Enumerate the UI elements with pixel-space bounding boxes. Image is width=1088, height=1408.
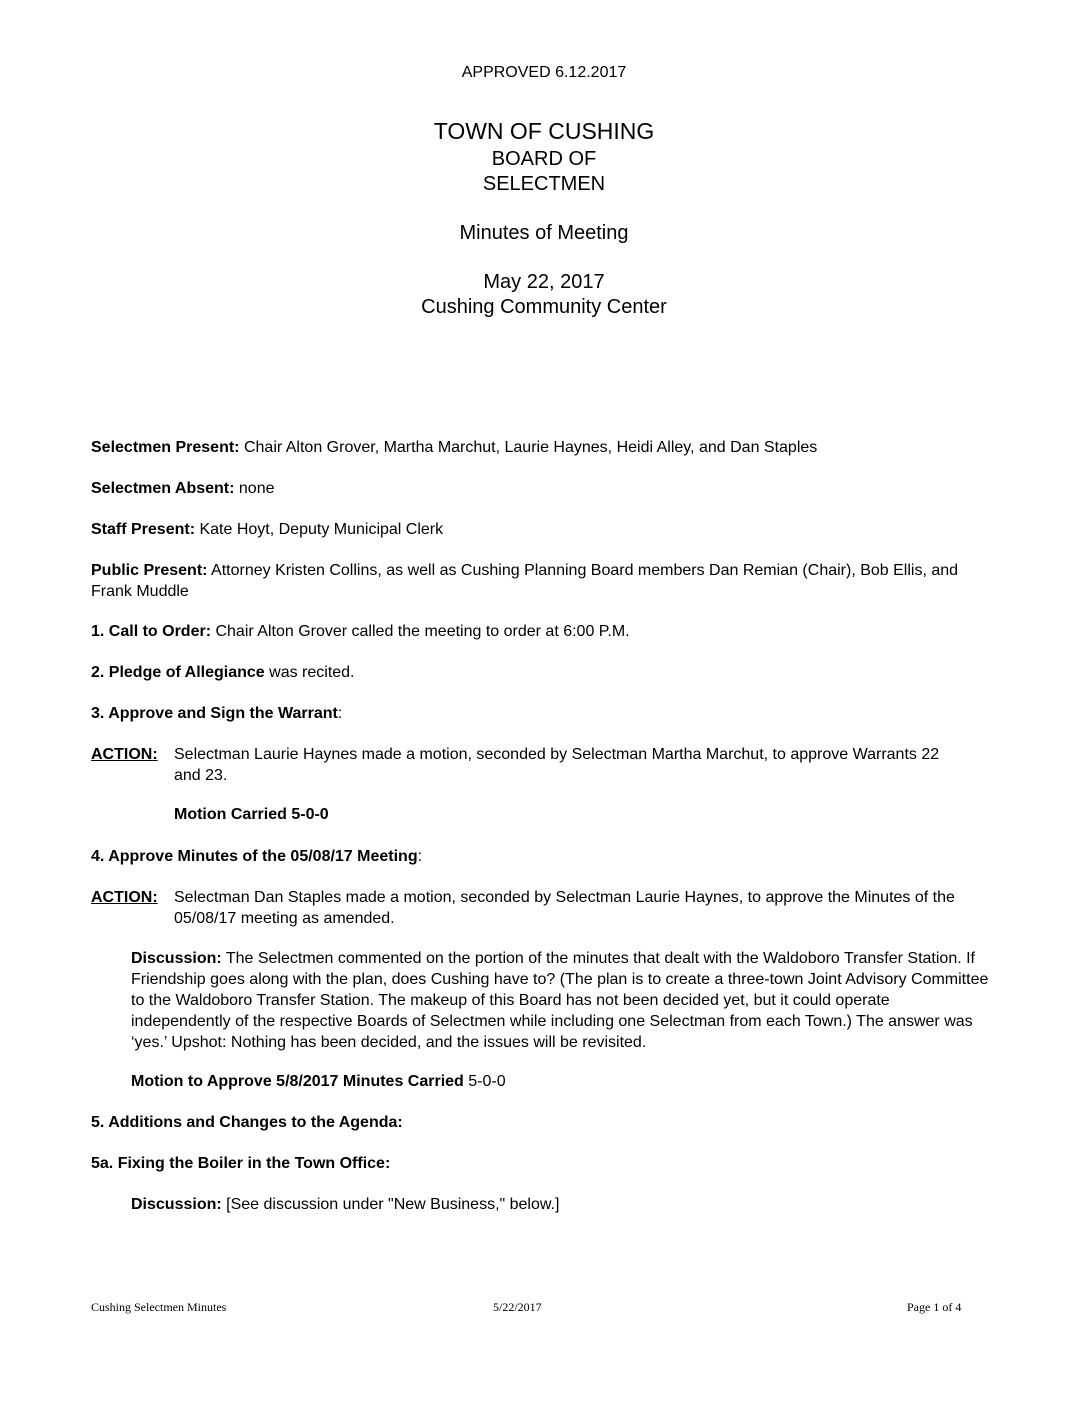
public-present-label: Public Present: bbox=[91, 562, 208, 579]
discussion-3 bbox=[131, 1194, 993, 1215]
call-to-order-label: 1. Call to Order: bbox=[91, 623, 212, 640]
discussion-1-text: The Selectmen commented on the portion of the minutes that dealt with the Waldoboro Transfer Station. If Friendship goes along with the plan, does Cushing have to? (The plan is to create a three-town Joint Advisory Committee to the Waldoboro Transfer Station. The makeup of this Board has not been decided yet, but it could operate independently of the respective Boards of Selectmen while including one Selectman from each Town.) The answer was ‘yes.’ Upshot: Nothing has been decided, and the issues will be revisited. bbox=[131, 950, 989, 1051]
meeting-location: Cushing Community Center bbox=[421, 296, 667, 318]
approval-stamp-text: APPROVED 6.12.2017 bbox=[461, 64, 627, 81]
discussion-1-label: Discussion: bbox=[131, 950, 222, 967]
warrant-colon: : bbox=[337, 705, 343, 722]
action-2-text: Selectman Dan Staples made a motion, seconded by Selectman Laurie Haynes, to approve the Minutes of the 05/08/17 meeting as amended. bbox=[174, 889, 955, 927]
additions-item: 5. Additions and Changes to the Agenda: bbox=[91, 1114, 403, 1131]
motion-2-label: Motion to Approve 5/8/2017 Minutes Carried bbox=[131, 1073, 464, 1090]
selectmen-absent bbox=[91, 478, 991, 499]
pledge-label: 2. Pledge of Allegiance bbox=[91, 664, 265, 681]
staff-present-label: Staff Present: bbox=[91, 521, 196, 538]
approve-minutes-item bbox=[91, 846, 991, 867]
meeting-date: May 22, 2017 bbox=[483, 271, 605, 293]
selectmen-present bbox=[91, 437, 991, 458]
action-1-text: Selectman Laurie Haynes made a motion, seconded by Selectman Martha Marchut, to approve Warrants 22 and 23. bbox=[174, 746, 940, 784]
call-to-order-text: Chair Alton Grover called the meeting to order at 6:00 P.M. bbox=[211, 623, 630, 640]
staff-present-text: Kate Hoyt, Deputy Municipal Clerk bbox=[195, 521, 444, 538]
discussion-3-label: Discussion: bbox=[131, 1196, 222, 1213]
footer-title: Cushing Selectmen Minutes bbox=[91, 1300, 227, 1314]
selectmen-present-text: Chair Alton Grover, Martha Marchut, Laurie Haynes, Heidi Alley, and Dan Staples bbox=[239, 439, 818, 456]
action-label-1: ACTION: bbox=[91, 746, 158, 763]
action-label-2: ACTION: bbox=[91, 889, 158, 906]
selectmen-absent-text: none bbox=[234, 480, 275, 497]
motion-2-text: 5-0-0 bbox=[463, 1073, 506, 1090]
motion-carried-2 bbox=[131, 1071, 993, 1092]
warrant-label: 3. Approve and Sign the Warrant bbox=[91, 705, 338, 722]
staff-present bbox=[91, 519, 991, 540]
motion-carried-1: Motion Carried 5-0-0 bbox=[174, 806, 329, 823]
pledge-item bbox=[91, 662, 991, 683]
document-title: TOWN OF CUSHING bbox=[433, 118, 655, 144]
footer-date: 5/22/2017 bbox=[493, 1300, 542, 1314]
minutes-heading: Minutes of Meeting bbox=[459, 222, 629, 244]
approve-minutes-label: 4. Approve Minutes of the 05/08/17 Meeting bbox=[91, 848, 418, 865]
call-to-order bbox=[91, 621, 991, 642]
boiler-item: 5a. Fixing the Boiler in the Town Office: bbox=[91, 1155, 391, 1172]
approve-minutes-colon: : bbox=[417, 848, 423, 865]
selectmen-absent-label: Selectmen Absent: bbox=[91, 480, 235, 497]
public-present-text: Attorney Kristen Collins, as well as Cushing Planning Board members Dan Remian (Chair), Bob Ellis, and Frank Muddle bbox=[91, 562, 959, 600]
selectmen-present-label: Selectmen Present: bbox=[91, 439, 240, 456]
footer-page-number: Page 1 of 4 bbox=[907, 1300, 962, 1314]
board-line: BOARD OF bbox=[491, 148, 597, 170]
public-present bbox=[91, 560, 991, 602]
discussion-3-text: [See discussion under "New Business," below.] bbox=[221, 1196, 560, 1213]
warrant-item bbox=[91, 703, 991, 724]
discussion-1 bbox=[131, 948, 993, 1053]
selectmen-line: SELECTMEN bbox=[482, 173, 606, 195]
pledge-text: was recited. bbox=[264, 664, 355, 681]
